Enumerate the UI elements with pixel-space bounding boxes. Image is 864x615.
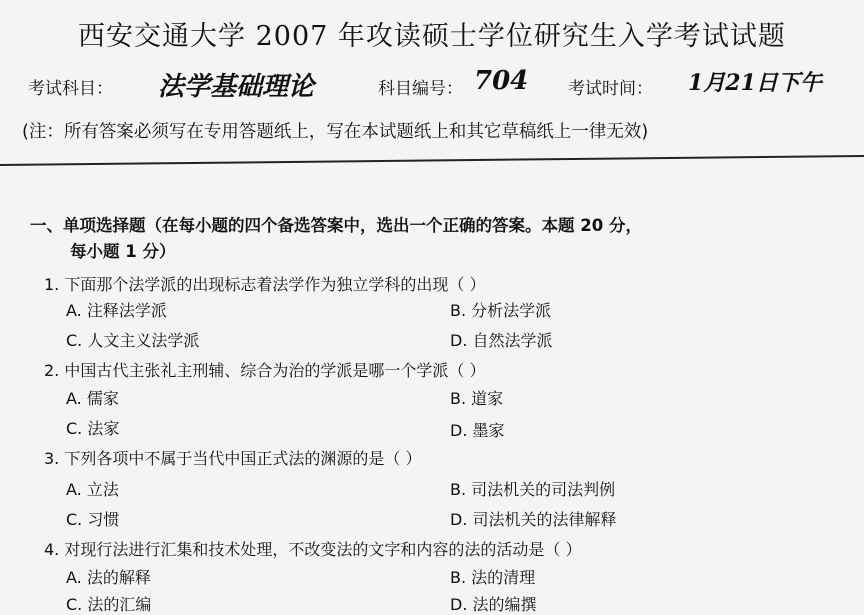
q4-option-a: A. 法的解释: [66, 568, 151, 587]
q3-option-c: C. 习惯: [66, 510, 120, 529]
header-divider: [0, 155, 864, 166]
time-value: 1月21日下午: [688, 70, 822, 96]
time-label: 考试时间：: [568, 79, 653, 99]
section-heading: 一、单项选择题（在每小题的四个备选答案中，选出一个正确的答案。本题 20 分，: [30, 216, 642, 235]
q1-option-b: B. 分析法学派: [450, 301, 552, 320]
exam-info-row: [28, 64, 858, 104]
q2-option-b: B. 道家: [450, 389, 504, 408]
subject-label: 考试科目：: [28, 79, 113, 99]
subject-value: 法学基础理论: [158, 72, 315, 102]
q3-option-a: A. 立法: [66, 480, 119, 499]
q2-option-d: D. 墨家: [450, 421, 505, 440]
q4-option-d: D. 法的编撰: [450, 595, 537, 614]
q4-option-b: B. 法的清理: [450, 568, 536, 587]
code-value: 704: [474, 66, 529, 96]
question-1: 1. 下面那个法学派的出现标志着法学作为独立学科的出现（ ）: [44, 275, 486, 294]
code-label: 科目编号：: [378, 79, 463, 99]
q1-option-d: D. 自然法学派: [450, 331, 553, 350]
q2-option-c: C. 法家: [66, 419, 120, 438]
section-heading-cont: 每小题 1 分）: [70, 242, 176, 261]
question-3: 3. 下列各项中不属于当代中国正式法的渊源的是（ ）: [44, 449, 422, 468]
q1-option-a: A. 注释法学派: [66, 301, 167, 320]
exam-title: 西安交通大学 2007 年攻读硕士学位研究生入学考试试题: [78, 21, 786, 52]
exam-notice: (注：所有答案必须写在专用答题纸上，写在本试题纸上和其它草稿纸上一律无效): [22, 122, 649, 142]
question-4: 4. 对现行法进行汇集和技术处理，不改变法的文字和内容的法的活动是（ ）: [44, 540, 582, 559]
q3-option-b: B. 司法机关的司法判例: [450, 480, 616, 499]
question-2: 2. 中国古代主张礼主刑辅、综合为治的学派是哪一个学派（ ）: [44, 361, 486, 380]
q4-option-c: C. 法的汇编: [66, 595, 152, 614]
q3-option-d: D. 司法机关的法律解释: [450, 510, 617, 529]
q2-option-a: A. 儒家: [66, 389, 119, 408]
q1-option-c: C. 人文主义法学派: [66, 331, 200, 350]
